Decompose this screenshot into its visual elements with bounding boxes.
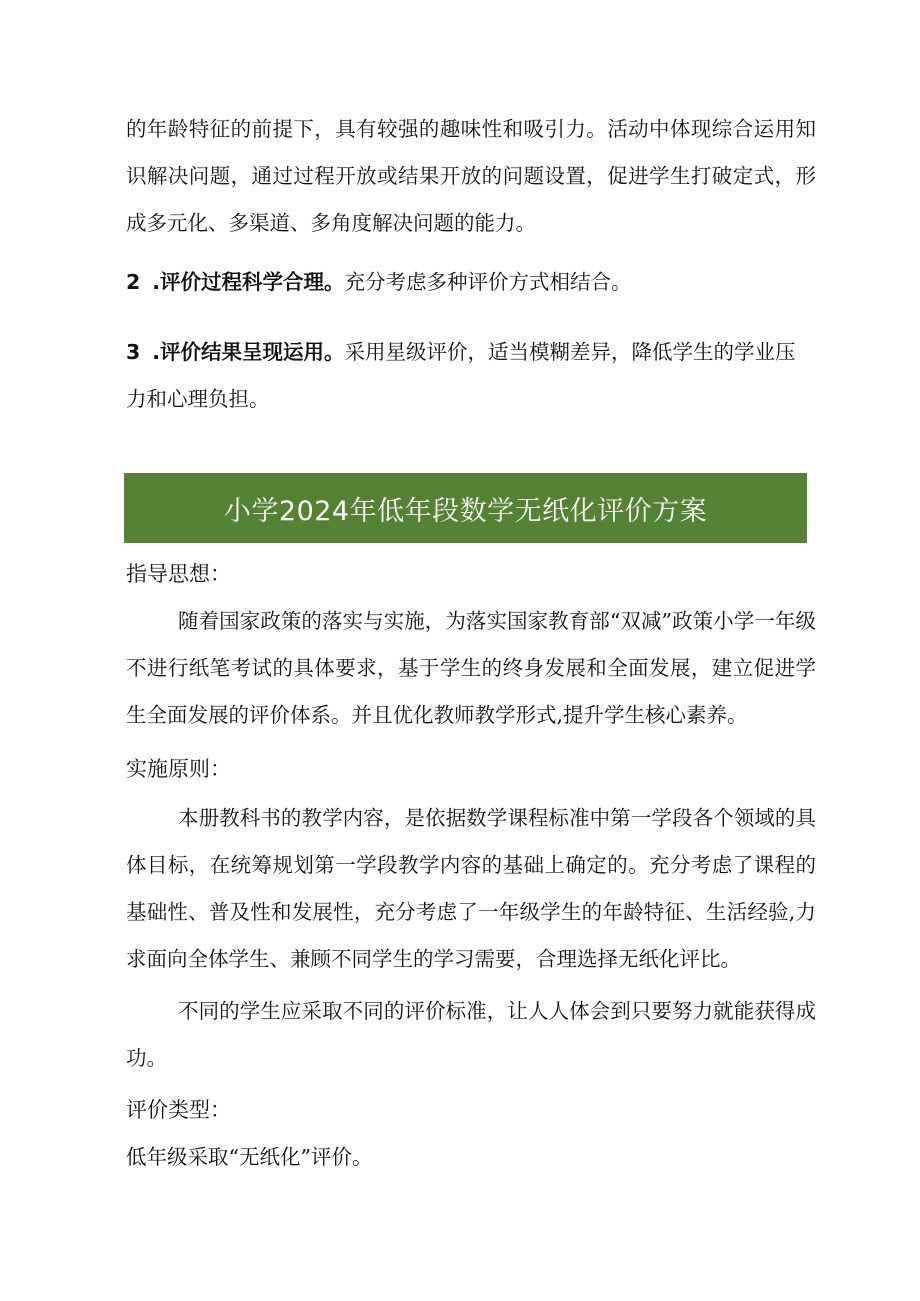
document-title: 小学2024年低年段数学无纸化评价方案 bbox=[223, 495, 708, 527]
item-text: 充分考虑多种评价方式相结合。 bbox=[344, 270, 632, 294]
title-banner bbox=[124, 473, 807, 543]
principle-item-3 bbox=[126, 329, 816, 423]
item-number: 3 bbox=[126, 340, 141, 364]
guiding-paragraph: 随着国家政策的落实与实施，为落实国家教育部“双减”政策小学一年级不进行纸笔考试的具体要求，基于学生的终身发展和全面发展，建立促进学生全面发展的评价体系。并且优化教师教学形式,提升学生核心素养。 bbox=[126, 609, 816, 727]
types-paragraph: 低年级采取“无纸化”评价。 bbox=[126, 1145, 373, 1169]
principles-heading: 实施原则： bbox=[126, 757, 231, 781]
item-text: 采用星级评价，适当模糊差异，降低学生的学业压力和心理负担。 bbox=[126, 340, 796, 411]
principle-item-2 bbox=[126, 259, 816, 306]
principles-paragraph-2: 不同的学生应采取不同的评价标准，让人人体会到只要努力就能获得成功。 bbox=[126, 999, 816, 1070]
item-title: .评价结果呈现运用。 bbox=[152, 340, 345, 364]
intro-paragraph: 的年龄特征的前提下，具有较强的趣味性和吸引力。活动中体现综合运用知识解决问题，通过过程开放或结果开放的问题设置，促进学生打破定式，形成多元化、多渠道、多角度解决问题的能力。 bbox=[126, 117, 816, 235]
types-heading: 评价类型： bbox=[126, 1098, 231, 1122]
item-title: .评价过程科学合理。 bbox=[152, 270, 345, 294]
principles-paragraph-1: 本册教科书的教学内容，是依据数学课程标准中第一学段各个领域的具体目标，在统筹规划第一学段教学内容的基础上确定的。充分考虑了课程的基础性、普及性和发展性，充分考虑了一年级学生的年龄特征、生活经验,力求面向全体学生、兼顾不同学生的学习需要，合理选择无纸化评比。 bbox=[126, 806, 816, 971]
item-number: 2 bbox=[126, 270, 141, 294]
guiding-heading: 指导思想： bbox=[126, 562, 231, 586]
